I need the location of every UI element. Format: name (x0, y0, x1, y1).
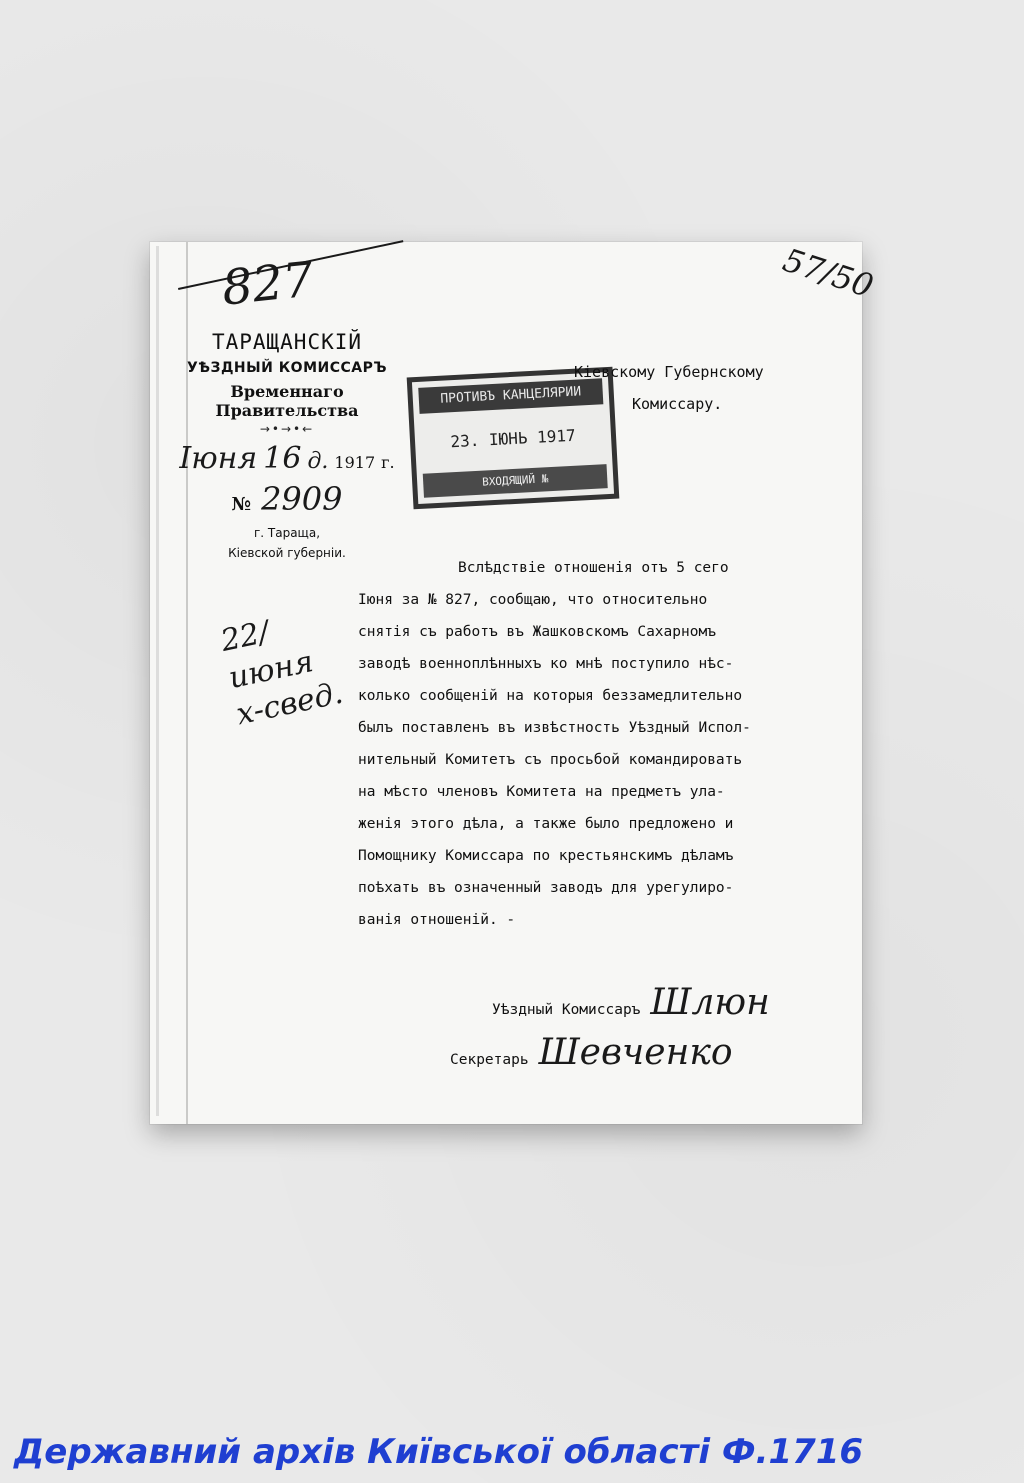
letterhead-ornament: →•→•← (259, 422, 315, 436)
body-line: Iюня за № 827, сообщаю, что относительно (358, 592, 708, 608)
document-page (150, 240, 878, 1124)
archive-caption: Державний архів Київської області Ф.1716 (14, 1432, 864, 1472)
body-line: поѣхать въ означенный заводъ для урегулиро- (358, 880, 734, 896)
addressee (574, 356, 834, 420)
commissar-signature-block (492, 982, 770, 1023)
page-edge-shadow (156, 246, 159, 1116)
body-line: Вслѣдствіе отношенія отъ 5 сего (458, 560, 729, 576)
body-line: нительный Комитетъ съ просьбой командировать (358, 752, 743, 768)
body-line: заводѣ военноплѣнныхъ ко мнѣ поступило нѣс- (358, 656, 734, 672)
handwritten-side-note: 22/июня х-свед. (217, 614, 346, 733)
letterhead-title: УѢЗДНЫЙ КОМИССАРЪ (186, 360, 388, 376)
secretary-signature: Шевченко (538, 1032, 733, 1073)
addressee-line: Комиссару. (632, 395, 723, 413)
secretary-signature-block (450, 1032, 733, 1073)
letterhead-number (172, 480, 402, 518)
date-month: Iюня (179, 441, 258, 476)
number-label: № (231, 494, 252, 515)
date-year-suffix: г. (381, 453, 395, 472)
handwritten-reference-number: 827 (219, 251, 317, 317)
secretary-label: Секретарь (450, 1052, 529, 1068)
commissar-label: Уѣздный Комиссаръ (492, 1002, 641, 1018)
addressee-line: Кіевскому Губернскому (574, 363, 764, 381)
letterhead-government: Временнаго Правительства (215, 382, 359, 420)
body-line: на мѣсто членовъ Комитета на предметъ ула- (358, 784, 725, 800)
letterhead-province: Кіевской губерніи. (228, 546, 346, 560)
body-line: ванія отношеній. - (358, 912, 516, 928)
body-line: снятія съ работъ въ Жашковскомъ Сахарномъ (358, 624, 716, 640)
stamp-date: 23. ІЮНЬ 1917 (449, 425, 577, 452)
stamp-footer: ВХОДЯЩИЙ № (423, 464, 608, 498)
date-day-suffix: д. (307, 449, 329, 474)
body-line: женія этого дѣла, а также было предложено и (358, 816, 734, 832)
body-line: Помощнику Комиссара по крестьянскимъ дѣламъ (358, 848, 734, 864)
letter-body (358, 552, 858, 936)
letterhead-city: г. Тараща, (253, 526, 321, 540)
handwritten-corner-mark: 57/50 (778, 240, 878, 306)
body-line: колько сообщеній на которыя беззамедлительно (358, 688, 743, 704)
letterhead-district: ТАРАЩАНСКIЙ (211, 330, 363, 354)
stamp-header: ПРОТИВЪ КАНЦЕЛЯРИИ (418, 378, 603, 414)
letterhead (172, 330, 402, 560)
number-value: 2909 (261, 480, 343, 518)
commissar-signature: Шлюн (650, 982, 770, 1023)
letterhead-date (172, 441, 402, 476)
date-year: 1917 (334, 453, 376, 472)
body-line: былъ поставленъ въ извѣстность Уѣздный Испол- (358, 720, 751, 736)
date-day: 16 (263, 441, 302, 476)
